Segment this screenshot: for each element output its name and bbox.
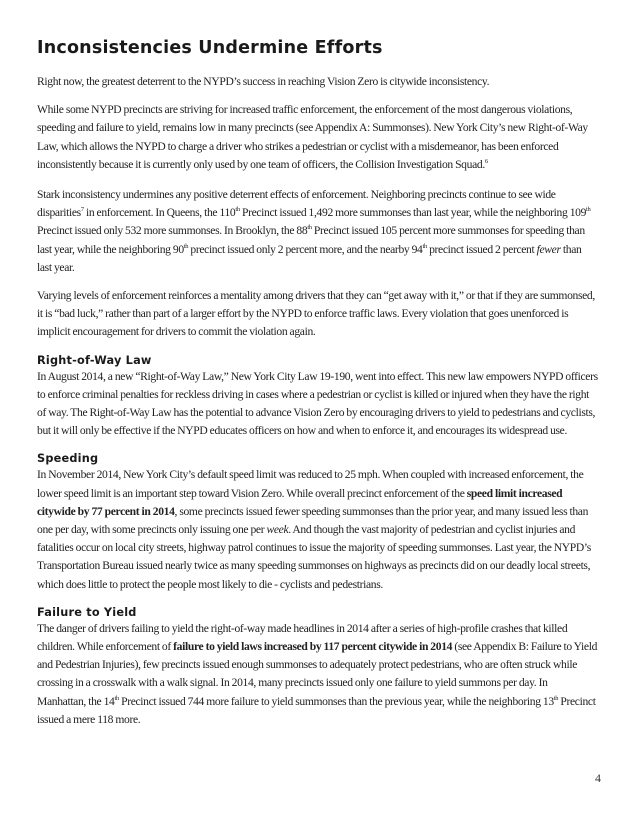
footnote-ref: 7 [80,206,84,214]
text-run: The danger of drivers failing to yield the right-of-way made headlines in 2014 after a series of high-profile crashes that killed children. While enforcement of [37,621,568,654]
emphasis: fewer [536,242,561,256]
footnote-ref: 6 [484,157,488,165]
ordinal-suffix: th [183,242,189,250]
ordinal-suffix: th [307,224,312,232]
paragraph-disparities [37,186,598,277]
paragraph-deterrent: Right now, the greatest deterrent to the NYPD’s success in reaching Vision Zero is citywide inconsistency. [37,75,490,88]
text-run: in enforcement. In Queens, the 110 [83,206,236,220]
ordinal-suffix: th [586,206,591,214]
page-title: Inconsistencies Undermine Efforts [37,38,383,58]
ordinal-suffix: th [235,206,240,214]
text-run: Precinct issued 105 percent more summonses for speeding than last year, while the neighboring 90 [37,224,585,256]
section-heading-speeding: Speeding [37,452,99,466]
text-run: (see Appendix B: Failure to Yield and Pedestrian Injuries), few precincts issued enough summonses to adequately protect pedestrians, who are often struck while crossing in a crosswalk with a walk signal. In 2014, many precincts issued only one failure to yield summons per day. In Manhattan, the 14 [37,640,598,708]
text-run: Precinct issued only 532 more summonses. In Brooklyn, the 88 [37,224,308,238]
paragraph-mentality: Varying levels of enforcement reinforces a mentality among drivers that they can “get away with it,” or that if they are summonsed, it is “bad luck,” rather than part of a larger effort by the NYPD to enforce traffic laws. Every violation that goes unenforced is implicit encouragement for drivers to commit the violation again. [37,289,595,339]
paragraph-speeding [37,466,598,593]
page-number: 4 [595,771,601,785]
bold-stat: speed limit increased citywide by 77 percent in 2014 [37,486,563,518]
text-run: Stark inconsistency undermines any positive deterrent effects of enforcement. Neighboring precincts continue to see wide disparities [37,188,556,220]
text-run: Precinct issued 1,492 more summonses than last year, while the neighboring 109 [239,206,587,220]
text-run: Precinct issued 744 more failure to yield summonses than the previous year, while the neighboring 13 [118,694,554,708]
section-heading-failure-to-yield: Failure to Yield [37,605,137,619]
paragraph-failure-to-yield [37,620,598,729]
paragraph-right-of-way: In August 2014, a new “Right-of-Way Law,” New York City Law 19-190, went into effect. This new law empowers NYPD officers to enforce criminal penalties for reckless driving in cases where a pedestrian or cyclist is killed or injured when they have the right of way. The Right-of-Way Law has the potential to advance Vision Zero by encouraging drivers to yield to pedestrians and cyclists, but it will only be effective if the NYPD educates officers on how and when to enforce it, and encourages its widespread use. [37,369,598,438]
text-run: , some precincts issued fewer speeding summonses than the prior year, and many issued less than one per day, with some precincts only issuing one per [37,504,589,537]
text-run: than last year. [37,242,582,274]
paragraph-enforcement-text: While some NYPD precincts are striving for increased traffic enforcement, the enforcement of the most dangerous violations, speeding and failure to yield, remains low in many precincts (see Appendix A: Summonses). New York City’s new Right-of-Way Law, which allows the NYPD to charge a driver who strikes a pedestrian or cyclist with a misdemeanor, has been enforced inconsistently because it is currently only used by one team of officers, the Collision Investigation Squad. [37,103,588,171]
text-run: Precinct issued a mere 118 more. [37,694,596,726]
ordinal-suffix: th [114,694,119,702]
text-run: . And though the vast majority of pedestrian and cyclist injuries and fatalities occur on local city streets, highway patrol continues to issue the majority of speeding summonses. Last year, the NYPD’s Transportation Bureau issued nearly twice as many speeding summonses on highways as precincts did on our deadly local streets, which does little to protect the people most likely to die - cyclists and pedestrians. [37,523,591,591]
text-run: precinct issued only 2 percent more, and the nearby 94 [188,242,423,256]
text-run: precinct issued 2 percent [426,242,537,256]
emphasis: week [266,523,289,537]
bold-stat: failure to yield laws increased by 117 percent citywide in 2014 [173,640,453,654]
text-run: In November 2014, New York City’s default speed limit was reduced to 25 mph. When coupled with increased enforcement, the lower speed limit is an important step toward Vision Zero. While overall precinct enforcement of the [37,468,584,500]
ordinal-suffix: th [553,694,559,702]
paragraph-enforcement [37,101,598,174]
section-heading-right-of-way: Right-of-Way Law [37,353,152,367]
ordinal-suffix: th [422,242,427,250]
